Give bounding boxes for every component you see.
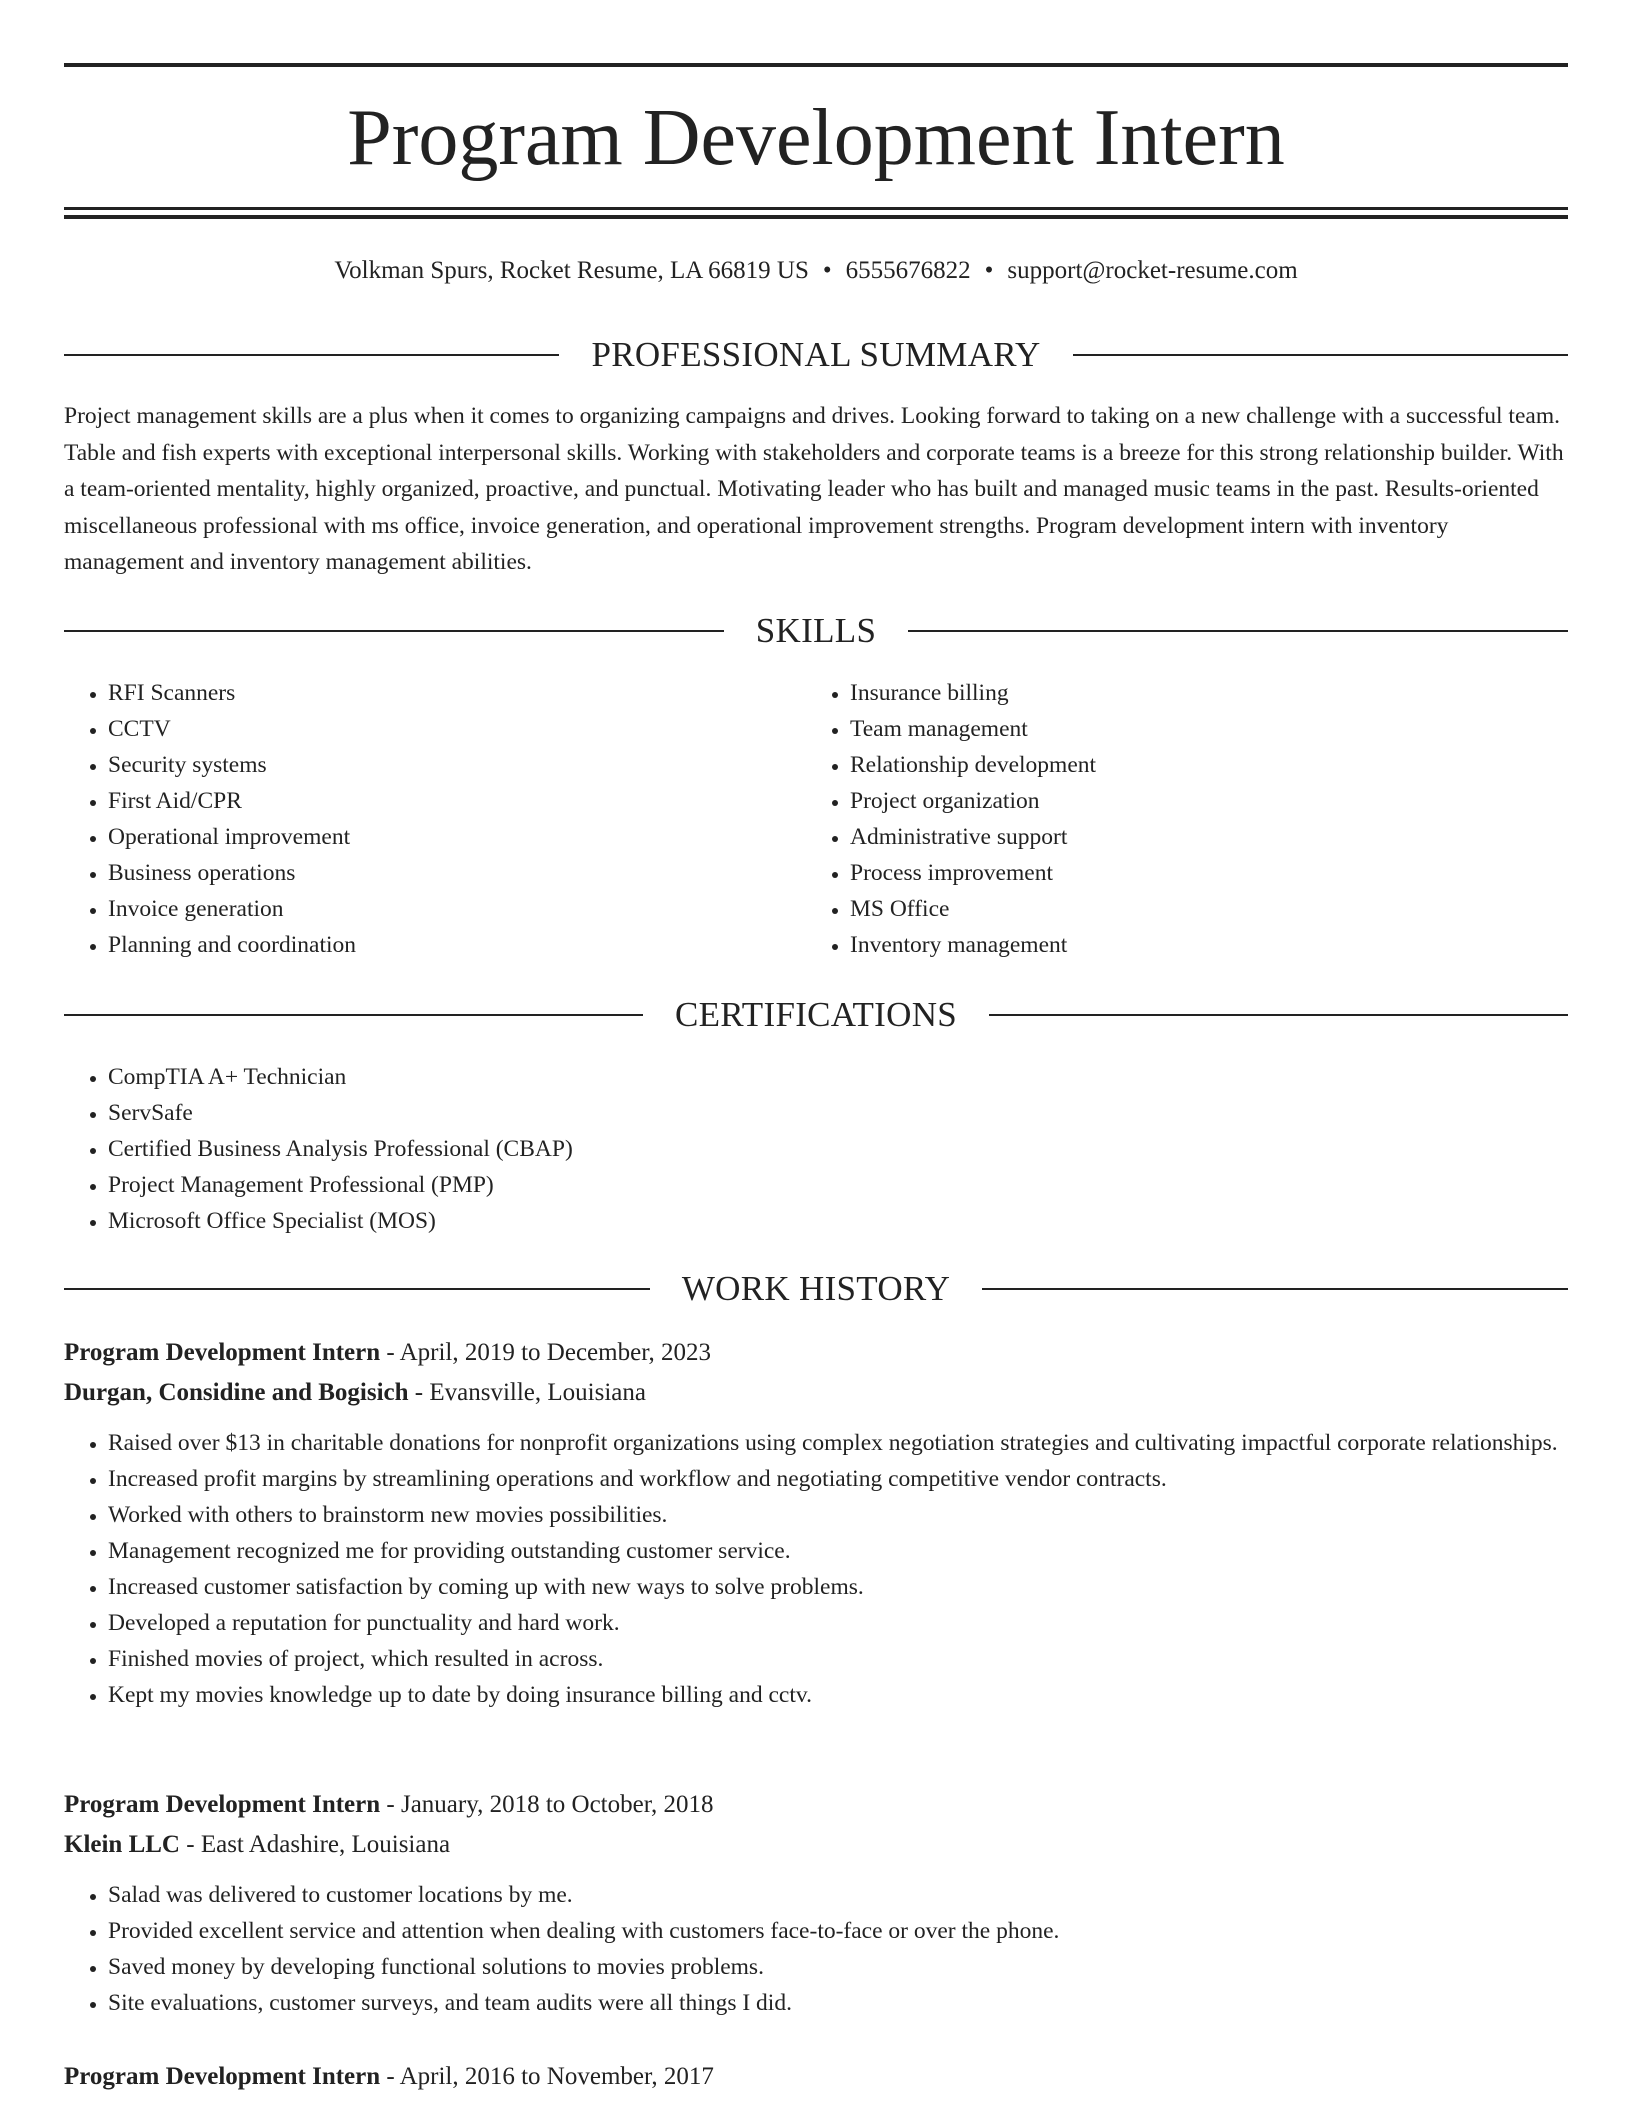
skill-item: • Inventory management [850, 927, 1526, 963]
skill-item: • MS Office [850, 891, 1526, 927]
job-dates: - April, 2019 to December, 2023 [380, 1339, 712, 1366]
skill-item: • RFI Scanners [108, 675, 784, 711]
heading-rule [64, 354, 559, 356]
job-bullet: • Developed a reputation for punctuality and hard work. [108, 1605, 1568, 1641]
skill-item: • Project organization [850, 783, 1526, 819]
certification-item: • ServSafe [108, 1095, 1568, 1131]
job-company-line [64, 1825, 1568, 1865]
skill-item: • Planning and coordination [108, 927, 784, 963]
certification-item: • Microsoft Office Specialist (MOS) [108, 1203, 1568, 1239]
job-company-line [64, 1373, 1568, 1413]
job-location: - Evansville, Louisiana [408, 1379, 646, 1406]
job-title: Program Development Intern [64, 1791, 381, 1818]
contact-separator: • [984, 257, 994, 284]
section-title: CERTIFICATIONS [674, 995, 958, 1034]
section-heading-skills [64, 611, 1568, 651]
heading-rule [1073, 354, 1568, 356]
heading-rule [64, 1288, 650, 1290]
job-bullet: • Salad was delivered to customer locations by me. [108, 1877, 1568, 1913]
job-company: Klein LLC [64, 1831, 180, 1858]
skill-item: • Invoice generation [108, 891, 784, 927]
job-bullet: • Site evaluations, customer surveys, and team audits were all things I did. [108, 1985, 1568, 2021]
section-heading-work-history [64, 1269, 1568, 1309]
job-bullet: • Provided excellent service and attention when dealing with customers face-to-face or over the phone. [108, 1913, 1568, 1949]
skill-item: • Administrative support [850, 819, 1526, 855]
certifications-list [64, 1059, 1568, 1239]
contact-phone: 6555676822 [845, 257, 971, 284]
job-title-line [64, 2057, 1568, 2097]
heading-rule [64, 630, 724, 632]
skills-column-left [64, 675, 784, 963]
skill-item: • CCTV [108, 711, 784, 747]
job-location: - East Adashire, Louisiana [180, 1831, 451, 1858]
job-entry [64, 2057, 1568, 2097]
certification-item: • Certified Business Analysis Professional (CBAP) [108, 1131, 1568, 1167]
certification-item: • Project Management Professional (PMP) [108, 1167, 1568, 1203]
section-title: SKILLS [755, 611, 877, 650]
skill-item: • Team management [850, 711, 1526, 747]
job-title: Program Development Intern [64, 1339, 381, 1366]
job-dates: - April, 2016 to November, 2017 [380, 2063, 714, 2090]
skill-item: • First Aid/CPR [108, 783, 784, 819]
skill-item: • Insurance billing [850, 675, 1526, 711]
job-title-line [64, 1785, 1568, 1825]
heading-rule [908, 630, 1568, 632]
title-rule-upper [64, 207, 1568, 210]
job-title: Program Development Intern [64, 2063, 381, 2090]
job-entry [64, 1785, 1568, 2021]
job-bullet: • Raised over $13 in charitable donations for nonprofit organizations using complex negotiation strategies and cultivating impactful corporate relationships. [108, 1425, 1568, 1461]
heading-rule [64, 1014, 643, 1016]
section-heading-certifications [64, 995, 1568, 1035]
skill-item: • Process improvement [850, 855, 1526, 891]
job-bullet: • Kept my movies knowledge up to date by doing insurance billing and cctv. [108, 1677, 1568, 1713]
contact-email: support@rocket-resume.com [1007, 257, 1298, 284]
job-dates: - January, 2018 to October, 2018 [380, 1791, 714, 1818]
skill-item: • Operational improvement [108, 819, 784, 855]
job-bullet: • Increased profit margins by streamlining operations and workflow and negotiating competitive vendor contracts. [108, 1461, 1568, 1497]
heading-rule [989, 1014, 1568, 1016]
contact-line [64, 254, 1568, 288]
skill-item: • Business operations [108, 855, 784, 891]
contact-address: Volkman Spurs, Rocket Resume, LA 66819 US [334, 257, 809, 284]
section-title: PROFESSIONAL SUMMARY [591, 335, 1041, 374]
skill-item: • Relationship development [850, 747, 1526, 783]
top-rule [64, 63, 1568, 67]
job-bullets [64, 1425, 1568, 1713]
job-company: Durgan, Considine and Bogisich [64, 1379, 409, 1406]
job-bullets [64, 1877, 1568, 2021]
title-rule-lower [64, 215, 1568, 219]
job-bullet: • Increased customer satisfaction by coming up with new ways to solve problems. [108, 1569, 1568, 1605]
skill-item: • Security systems [108, 747, 784, 783]
section-title: WORK HISTORY [681, 1269, 951, 1308]
job-entry [64, 1333, 1568, 1713]
job-title-line [64, 1333, 1568, 1373]
heading-rule [982, 1288, 1568, 1290]
job-bullet: • Worked with others to brainstorm new movies possibilities. [108, 1497, 1568, 1533]
job-bullet: • Finished movies of project, which resulted in across. [108, 1641, 1568, 1677]
summary-text: Project management skills are a plus when it comes to organizing campaigns and drives. Looking forward to taking on a new challenge with a successful team. Table and fish experts with exceptional interpersonal skills. Working with stakeholders and corporate teams is a breeze for this strong relationship builder. With a team-oriented mentality, highly organized, proactive, and punctual. Motivating leader who has built and managed music teams in the past. Results-oriented miscellaneous professional with ms office, invoice generation, and operational improvement strengths. Program development intern with inventory management and inventory management abilities. [64, 403, 1564, 575]
contact-separator: • [822, 257, 832, 284]
resume-title: Program Development Intern [347, 94, 1285, 182]
certification-item: • CompTIA A+ Technician [108, 1059, 1568, 1095]
skills-column-right [806, 675, 1526, 963]
section-heading-summary [64, 335, 1568, 375]
job-bullet: • Management recognized me for providing outstanding customer service. [108, 1533, 1568, 1569]
job-bullet: • Saved money by developing functional solutions to movies problems. [108, 1949, 1568, 1985]
